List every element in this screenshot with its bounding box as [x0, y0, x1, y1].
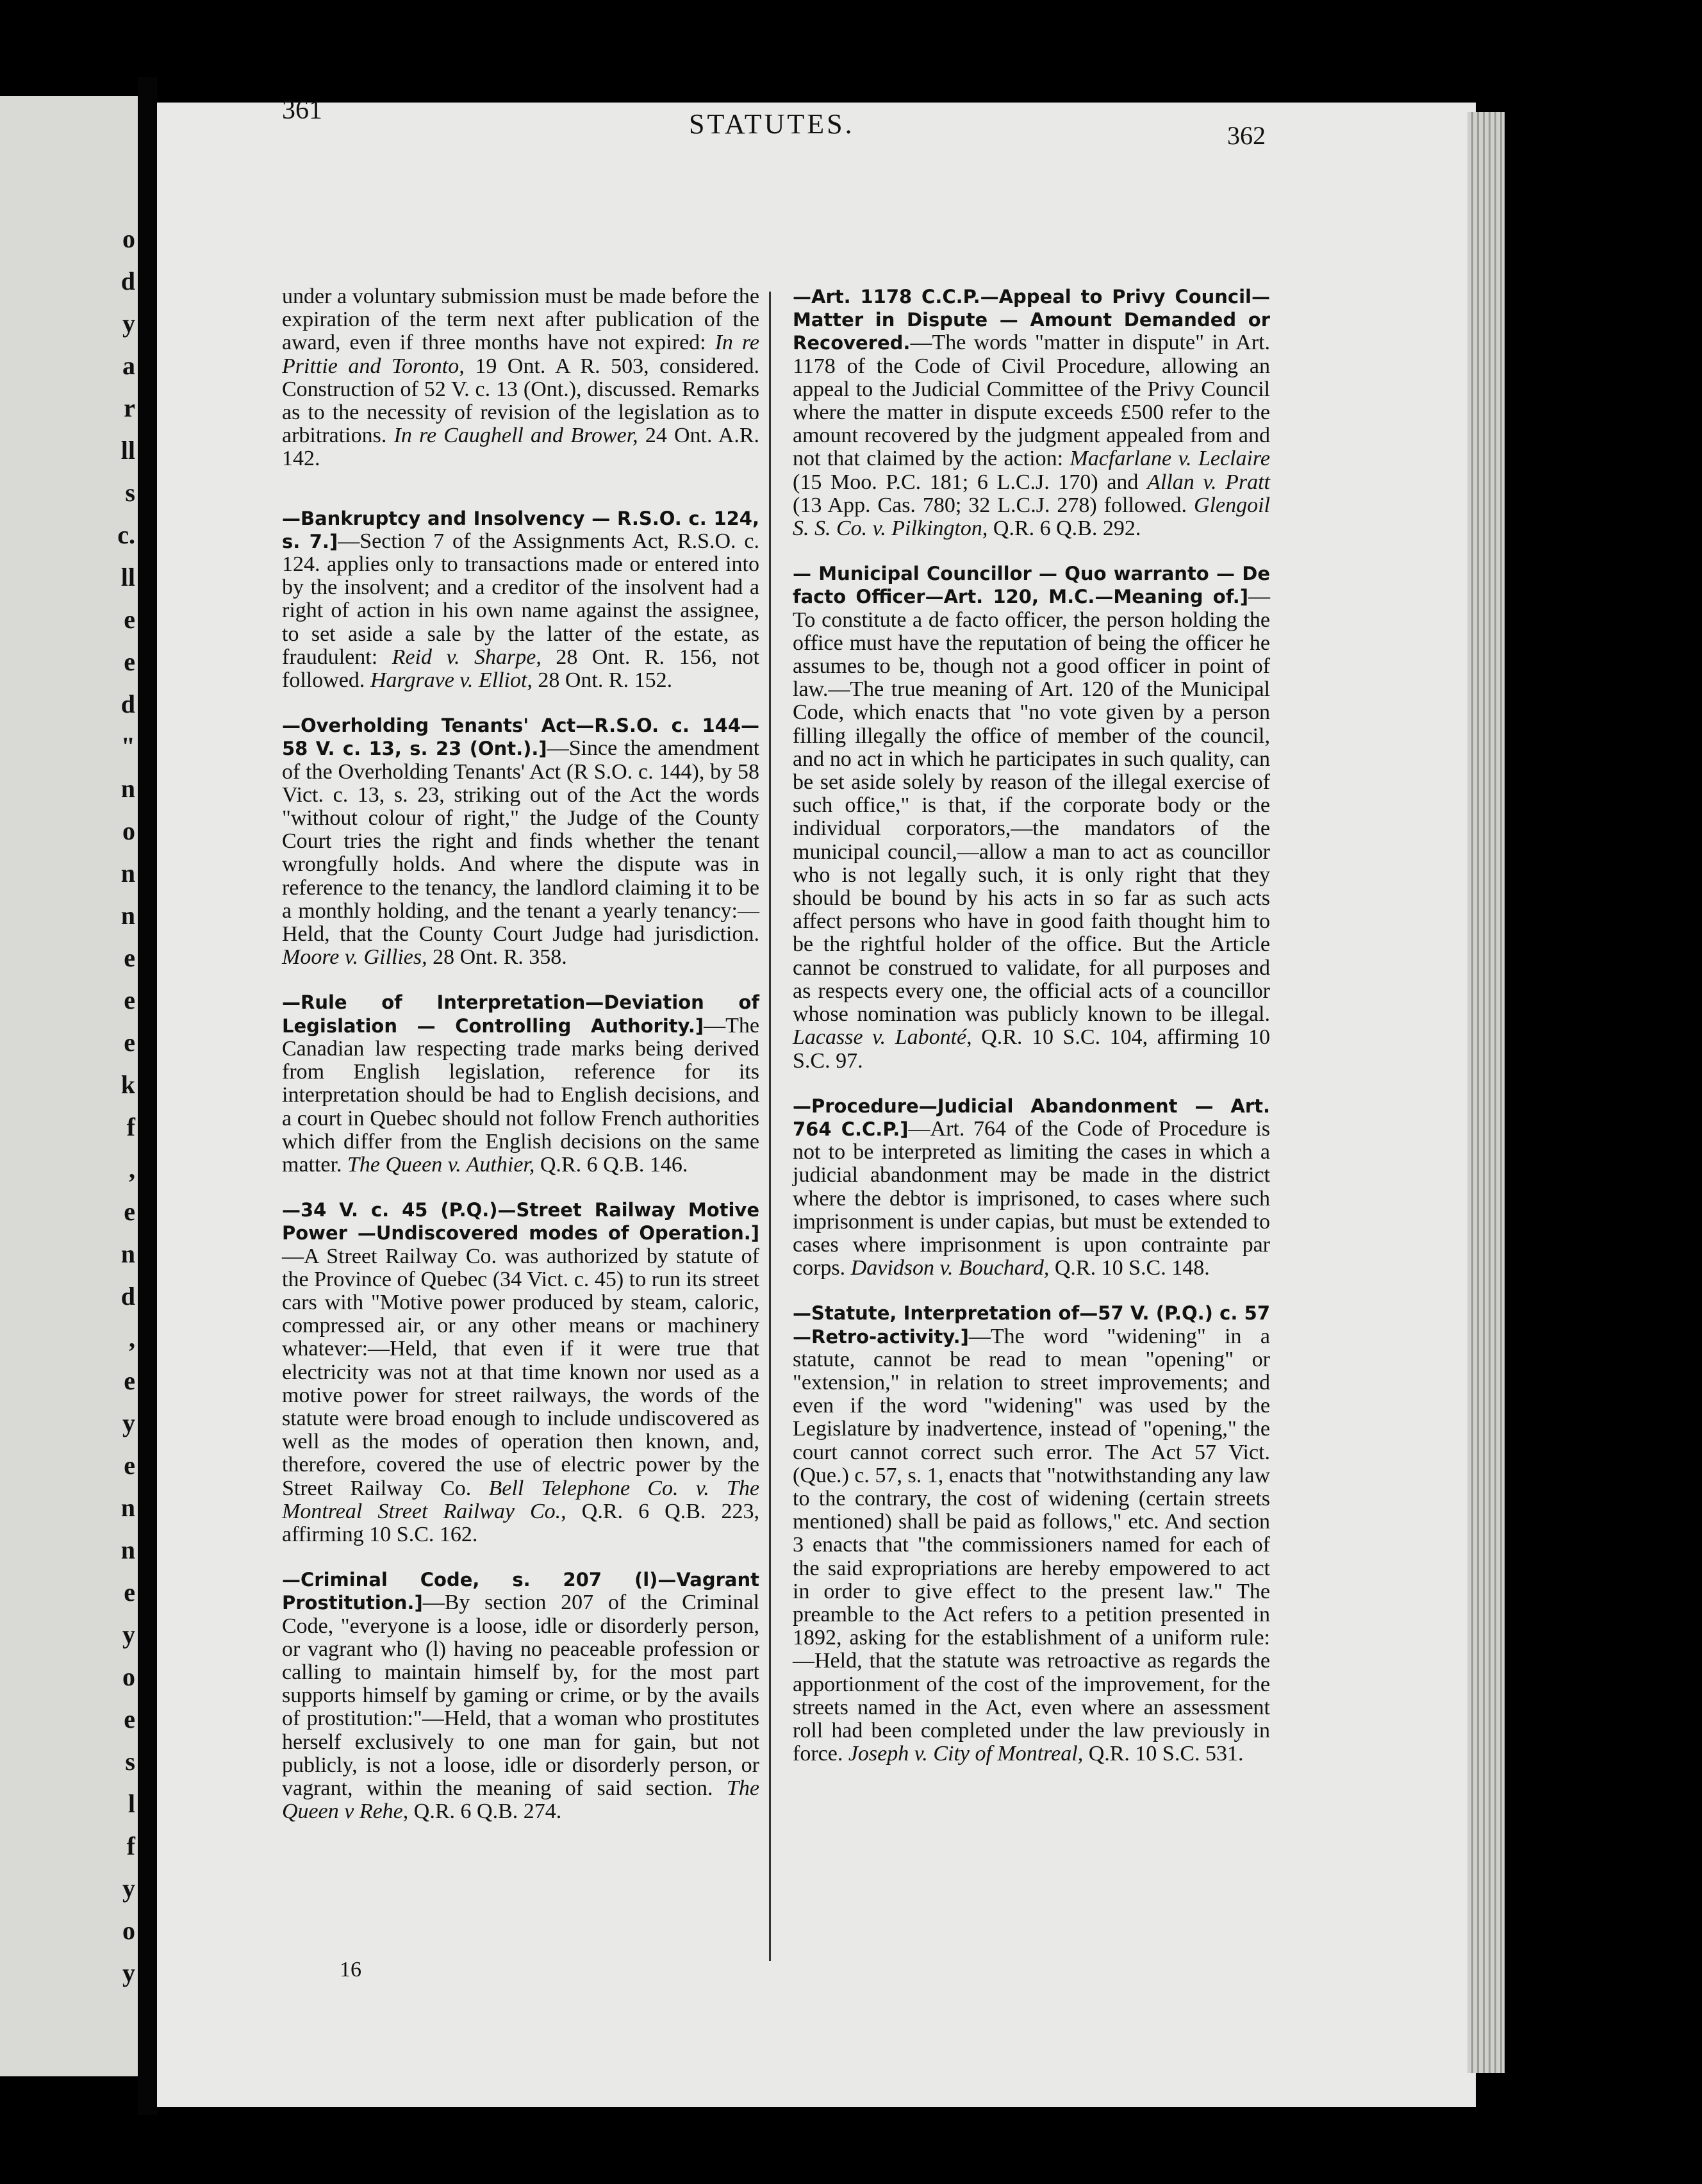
- entry-citation: The Queen v. Authier,: [347, 1152, 535, 1177]
- leadin-citation: In re Prittie and Toronto,: [282, 331, 759, 378]
- entry-body: —By section 207 of the Criminal Code, "everyone is a loose, idle or disorderly person, or vagrant who (l) having no peaceable profession or calling to maintain himself by, for the most part supports himself by gaming or crime, or by the avails of prostitution:"—Held, that a woman who prostitutes herself exclusively to one man for gain, but not publicly, is not a loose, idle or disorderly person, or vagrant, within the meaning of said section.: [282, 1591, 759, 1800]
- left-page-number: 361: [282, 95, 322, 125]
- leadin-paragraph: [282, 285, 759, 471]
- entry-citation: Moore v. Gillies,: [282, 945, 427, 970]
- entry-bankruptcy: [282, 507, 759, 693]
- entry-reference: 28 Ont. R. 358.: [433, 945, 567, 970]
- entry-body: —The Canadian law respecting trade marks being derived from English legislation, reference for its interpretation should be had to English decisions, and a court in Quebec should not follow French authorities which differ from the English decisions on the same matter.: [282, 1013, 759, 1177]
- entry-heading: —Rule of Interpretation—Deviation of Legislation — Controlling Authority.]: [282, 991, 759, 1037]
- page-stack-edges: [1467, 112, 1505, 2073]
- entry-body: —Since the amendment of the Overholding Tenants' Act (R S.O. c. 144), by 58 Vict. c. 13, s. 23, striking out of the Act the words "without colour of right," the Judge of the County Court tries the right and finds whether the tenant wrongfully holds. And where the dispute was in reference to the tenancy, the landlord claiming it to be a monthly holding, and the tenant a yearly tenancy:—Held, that the County Court Judge had jurisdiction.: [282, 736, 760, 947]
- entry-citation: Lacasse v. Labonté,: [793, 1025, 972, 1050]
- entry-municipal-councillor: [793, 562, 1270, 1072]
- entry-citation: Davidson v. Bouchard,: [850, 1256, 1050, 1280]
- left-column: [282, 285, 759, 1845]
- entry-citation: Reid v. Sharpe,: [392, 645, 541, 669]
- entry-heading: —Procedure—Judicial Abandonment — Art. 764 C.C.P.]: [793, 1095, 1270, 1140]
- entry-reference: Q.R. 10 S.C. 531.: [1088, 1742, 1244, 1766]
- entry-judicial-abandonment: [793, 1095, 1270, 1280]
- signature-mark: 16: [340, 1958, 361, 1981]
- entry-reference: Q.R. 6 Q.B. 274.: [413, 1799, 562, 1824]
- entry-body: —The words "matter in dispute" in Art. 1178 of the Code of Civil Procedure, allowing an appeal to the Judicial Committee of the Privy Council where the matter in dispute exceeds £500 refer to the amount recovered by the judgment appealed from and not that claimed by the action:: [793, 331, 1270, 471]
- column-divider: [769, 292, 771, 1961]
- entry-body: —To constitute a de facto officer, the person holding the office must have the reputation of being the officer he assumes to be, though not a good officer in point of law.—The true meaning of Art. 120 of the Municipal Code, which enacts that "no vote given by a person filling illegally the office of member of the council, and no act in which he participates in such quality, can be set aside solely by reason of the illegal exercise of such office," is that, if the corporate body or the individual corporators,—the mandators of the municipal council,—allow a man to act as councillor who is not legally such, it is only right that they should be bound by his acts in so far as such acts affect persons who have in good faith thought him to be the rightful holder of the office. But the Article cannot be construed to validate, for all purposes and as respects every one, the official acts of a councillor whose nomination was publicly known to be illegal.: [793, 584, 1270, 1027]
- entry-heading: —Statute, Interpretation of—57 V. (P.Q.) c. 57—Retro-activity.]: [793, 1302, 1270, 1348]
- entry-reference: (15 Moo. P.C. 181; 6 L.C.J. 170) and: [793, 470, 1139, 494]
- entry-citation-2: Allan v. Pratt: [1147, 470, 1271, 494]
- leadin-citation-2: In re Caughell and Brower,: [393, 424, 638, 448]
- entry-heading: —Bankruptcy and Insolvency — R.S.O. c. 124, s. 7.]: [282, 507, 759, 552]
- entry-reference: Q.R. 6 Q.B. 146.: [540, 1152, 688, 1177]
- leadin-text: under a voluntary submission must be made before the expiration of the term next after publication of the award, even if three months have not expired:: [282, 285, 759, 355]
- entry-body: —The word "widening" in a statute, cannot be read to mean "opening" or "extension," in relation to street improvements; and even if the word "widening" was used by the Legislature by inadvertence, instead of "opening," the court cannot correct such error. The Act 57 Vict. (Que.) c. 57, s. 1, enacts that "notwithstanding any law to the contrary, the cost of widening (certain streets mentioned) shall be paid as follows," etc. And section 3 enacts that "the commissioners named for each of the said expropriations are hereby empowered to act in order to give effect to the present law." The preamble to the Act refers to a petition presented in 1892, asking for the establishment of a uniform rule:—Held, that the statute was retroactive as regards the apportionment of the cost of the improvement, for the streets named in the Act, even where an assessment roll had been completed under the law previously in force.: [793, 1324, 1270, 1766]
- entry-heading: —Overholding Tenants' Act—R.S.O. c. 144—58 V. c. 13, s. 23 (Ont.).]: [282, 715, 759, 760]
- entry-reference-2: (13 App. Cas. 780; 32 L.C.J. 278) followed.: [793, 493, 1187, 517]
- book-gutter: [138, 77, 157, 2115]
- entry-criminal-code: [282, 1568, 759, 1823]
- entry-citation: Joseph v. City of Montreal,: [848, 1742, 1084, 1766]
- entry-reference-2: 28 Ont. R. 152.: [538, 668, 673, 693]
- previous-page-edge-letters: o d y a r ll s c. ll e e d " n o n n e e e k f , e n d , e y e n n e y o e s l f y o y: [117, 224, 135, 1987]
- entry-body: —Section 7 of the Assignments Act, R.S.O. c. 124. applies only to transactions made or entered into by the insolvent; and a creditor of the insolvent had a right of action in his own name against the assignee, to set aside a sale by the latter of the estate, as fraudulent:: [282, 529, 760, 669]
- running-title: STATUTES.: [689, 108, 855, 140]
- entry-heading: —34 V. c. 45 (P.Q.)—Street Railway Motive Power —Undiscovered modes of Operation.]: [282, 1199, 759, 1245]
- entry-retro-activity: [793, 1302, 1270, 1766]
- entry-citation: Bell Telephone Co. v. The Montreal Street Railway Co.,: [282, 1476, 759, 1523]
- entry-rule-of-interpretation: [282, 991, 759, 1177]
- leadin-text-2: 19 Ont. A R. 503, considered. Construction of 52 V. c. 13 (Ont.), discussed. Remarks as to the necessity of revision of the legislation as to arbitrations.: [282, 354, 759, 448]
- right-page-number: 362: [1227, 121, 1266, 150]
- entry-heading: —Art. 1178 C.C.P.—Appeal to Privy Council—Matter in Dispute — Amount Demanded or Recovered.: [793, 286, 1270, 354]
- entry-street-railway: [282, 1198, 759, 1546]
- right-column: [793, 285, 1270, 1787]
- entry-appeal-privy-council: [793, 285, 1270, 540]
- entry-reference: Q.R. 6 Q.B. 223, affirming 10 S.C. 162.: [282, 1499, 759, 1546]
- entry-reference: 28 Ont. R. 156, not followed.: [282, 645, 759, 693]
- entry-heading: — Municipal Councillor — Quo warranto — De facto Officer—Art. 120, M.C.—Meaning of.]: [793, 563, 1270, 608]
- entry-body: —Art. 764 of the Code of Procedure is not to be interpreted as limiting the cases in which a judicial abandonment may be made in the district where the debtor is imprisoned, to cases where such imprisonment is under capias, but must be extended to cases where imprisonment is upon contrainte par corps.: [793, 1116, 1270, 1280]
- entry-citation-2: Hargrave v. Elliot,: [370, 668, 533, 693]
- entry-citation-3: Glengoil S. S. Co. v. Pilkington,: [793, 493, 1270, 541]
- entry-reference-3: Q.R. 6 Q.B. 292.: [993, 517, 1141, 541]
- entry-overholding: [282, 714, 759, 969]
- entry-citation: Macfarlane v. Leclaire: [1070, 447, 1270, 471]
- entry-reference: Q.R. 10 S.C. 148.: [1054, 1256, 1210, 1280]
- entry-reference: Q.R. 10 S.C. 104, affirming 10 S.C. 97.: [793, 1025, 1270, 1073]
- previous-page-edge: [0, 96, 138, 2076]
- leadin-text-3: 24 Ont. A.R. 142.: [282, 424, 760, 471]
- entry-heading: —Criminal Code, s. 207 (l)—Vagrant Prostitution.]: [282, 1569, 759, 1614]
- entry-citation: The Queen v Rehe,: [282, 1776, 759, 1824]
- entry-body: —A Street Railway Co. was authorized by statute of the Province of Quebec (34 Vict. c. 45) to run its street cars with "Motive power produced by steam, caloric, compressed air, or any other means or machinery whatever:—Held, that even if it were true that electricity was not at that time known nor used as a motive power for street railways, the words of the statute were broad enough to include undiscovered as well as the modes of operation then known, and, therefore, covered the use of electric power by the Street Railway Co.: [282, 1244, 759, 1500]
